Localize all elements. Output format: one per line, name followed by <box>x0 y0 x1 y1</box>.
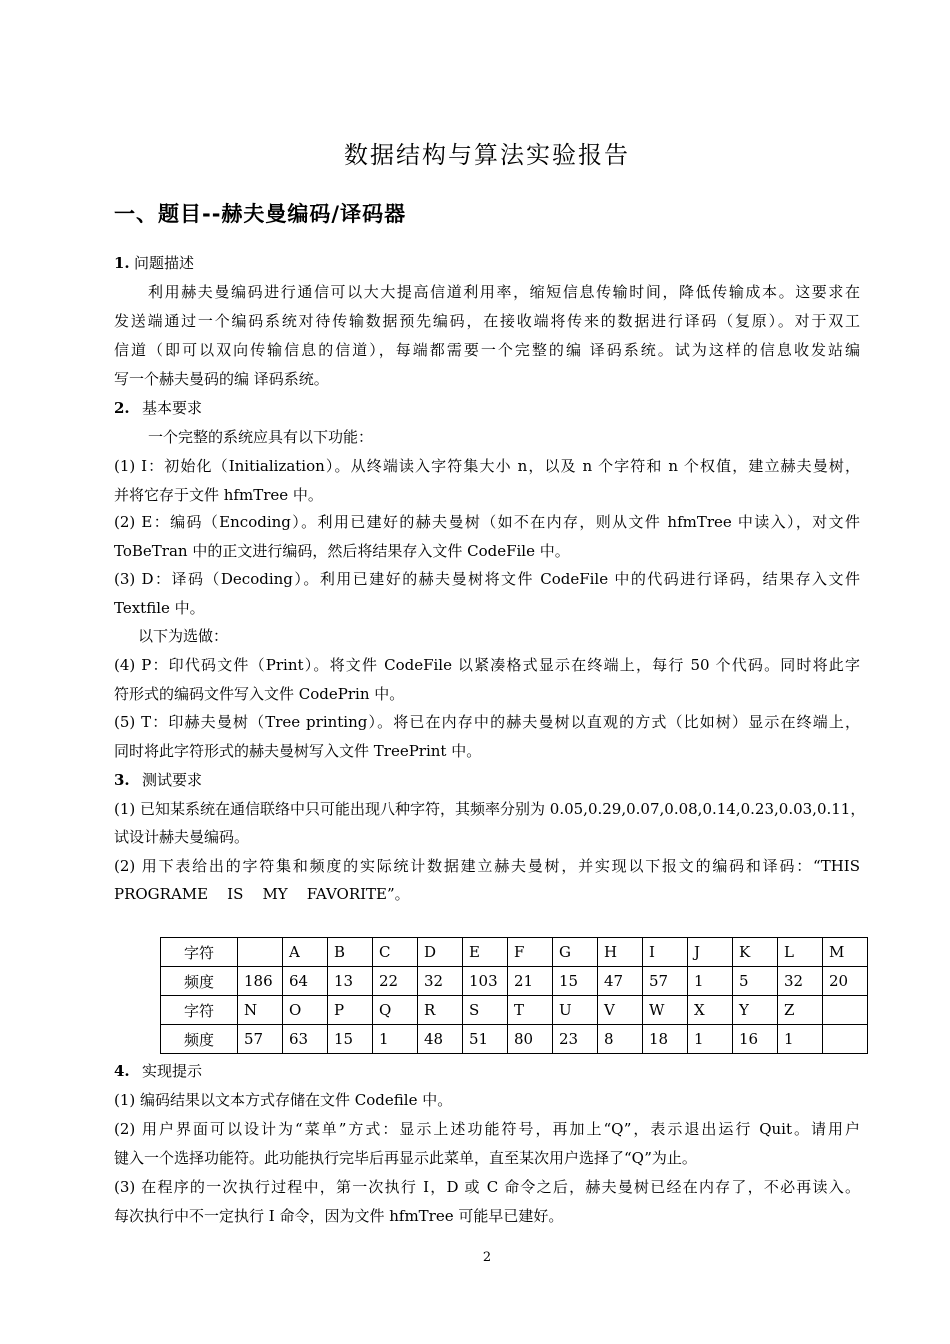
table-cell: 13 <box>328 967 373 996</box>
table-row <box>161 996 868 1025</box>
table-cell: 5 <box>733 967 778 996</box>
table-cell: K <box>733 938 778 967</box>
paragraph-line: 一个完整的系统应具有以下功能： <box>148 428 374 446</box>
table-cell: M <box>823 938 868 967</box>
subsection-number: 2. <box>114 399 130 417</box>
table-cell: U <box>553 996 598 1025</box>
list-item-line: (5) T：印赫夫曼树（Tree printing）。将已在内存中的赫夫曼树以直观的方式（比如树）显示在终端上， <box>114 713 860 731</box>
list-item-line: 符形式的编码文件写入文件 CodePrin 中。 <box>114 685 405 703</box>
table-cell: V <box>598 996 643 1025</box>
paragraph-line: 信道（即可以双向传输信息的信道），每端都需要一个完整的编 译码系统。试为这样的信息收发站编 <box>114 341 860 359</box>
paragraph-line: 以下为选做： <box>138 627 229 645</box>
table-cell: 1 <box>688 1025 733 1054</box>
subsection-heading-requirements <box>114 394 860 423</box>
table-cell: D <box>418 938 463 967</box>
table-cell: S <box>463 996 508 1025</box>
paragraph-line: 利用赫夫曼编码进行通信可以大大提高信道利用率，缩短信息传输时间，降低传输成本。这要求在 <box>148 283 860 301</box>
subsection-heading-problem <box>114 249 860 278</box>
table-cell: N <box>238 996 283 1025</box>
table-cell: 1 <box>373 1025 418 1054</box>
list-item-line: ToBeTran 中的正文进行编码，然后将结果存入文件 CodeFile 中。 <box>114 542 570 560</box>
table-row-header: 频度 <box>161 967 238 996</box>
table-row <box>161 938 868 967</box>
list-item-line: (2) 用下表给出的字符集和频度的实际统计数据建立赫夫曼树，并实现以下报文的编码和译码：“THIS <box>114 857 860 875</box>
list-item-line: 并将它存于文件 hfmTree 中。 <box>114 486 323 504</box>
table-cell: 57 <box>643 967 688 996</box>
table-cell <box>823 1025 868 1054</box>
table-cell: 1 <box>778 1025 823 1054</box>
table-cell: 20 <box>823 967 868 996</box>
subsection-label: 基本要求 <box>142 399 203 417</box>
table-cell: R <box>418 996 463 1025</box>
frequency-table <box>160 937 868 1054</box>
subsection-number: 1. <box>114 254 130 272</box>
table-cell: H <box>598 938 643 967</box>
list-item-line: (3) 在程序的一次执行过程中，第一次执行 I，D 或 C 命令之后，赫夫曼树已经在内存了，不必再读入。 <box>114 1178 860 1196</box>
section-heading: 一、题目--赫夫曼编码/译码器 <box>114 202 407 226</box>
subsection-heading-hints <box>114 1057 860 1086</box>
table-cell: X <box>688 996 733 1025</box>
list-item-line: (2) E：编码（Encoding）。利用已建好的赫夫曼树（如不在内存，则从文件 hfmTree 中读入），对文件 <box>114 513 860 531</box>
table-cell: 21 <box>508 967 553 996</box>
list-item-line: (1) 编码结果以文本方式存储在文件 Codefile 中。 <box>114 1091 453 1109</box>
table-cell: 186 <box>238 967 283 996</box>
table-row <box>161 1025 868 1054</box>
list-item-line: (1) I：初始化（Initialization）。从终端读入字符集大小 n，以及 n 个字符和 n 个权值，建立赫夫曼树， <box>114 457 860 475</box>
table-cell: 22 <box>373 967 418 996</box>
table-cell: A <box>283 938 328 967</box>
table-row <box>161 967 868 996</box>
list-item-line: (3) D：译码（Decoding）。利用已建好的赫夫曼树将文件 CodeFile 中的代码进行译码，结果存入文件 <box>114 570 860 588</box>
table-cell: 64 <box>283 967 328 996</box>
table-cell: 51 <box>463 1025 508 1054</box>
subsection-heading-tests <box>114 766 860 795</box>
table-cell: 1 <box>688 967 733 996</box>
table-row-header: 字符 <box>161 938 238 967</box>
subsection-label: 测试要求 <box>142 771 203 789</box>
table-cell: 23 <box>553 1025 598 1054</box>
subsection-number: 3. <box>114 771 130 789</box>
table-cell: 15 <box>328 1025 373 1054</box>
table-cell: W <box>643 996 688 1025</box>
paragraph-line: 写一个赫夫曼码的编 译码系统。 <box>114 370 329 388</box>
table-cell: 32 <box>778 967 823 996</box>
page-number: 2 <box>482 1250 492 1265</box>
table-cell: 47 <box>598 967 643 996</box>
table-cell: Z <box>778 996 823 1025</box>
table-cell: Q <box>373 996 418 1025</box>
table-cell: 48 <box>418 1025 463 1054</box>
table-cell <box>238 938 283 967</box>
table-cell: 32 <box>418 967 463 996</box>
table-cell: 18 <box>643 1025 688 1054</box>
table-cell <box>823 996 868 1025</box>
table-cell: T <box>508 996 553 1025</box>
table-cell: E <box>463 938 508 967</box>
table-cell: O <box>283 996 328 1025</box>
table-cell: Y <box>733 996 778 1025</box>
table-cell: L <box>778 938 823 967</box>
list-item-line: 同时将此字符形式的赫夫曼树写入文件 TreePrint 中。 <box>114 742 482 760</box>
table-cell: P <box>328 996 373 1025</box>
table-cell: 63 <box>283 1025 328 1054</box>
table-cell: J <box>688 938 733 967</box>
list-item-line: 试设计赫夫曼编码。 <box>114 828 250 846</box>
table-cell: 80 <box>508 1025 553 1054</box>
table-cell: G <box>553 938 598 967</box>
subsection-label: 问题描述 <box>134 254 195 272</box>
table-cell: 103 <box>463 967 508 996</box>
table-row-header: 频度 <box>161 1025 238 1054</box>
table-cell: 57 <box>238 1025 283 1054</box>
table-cell: 8 <box>598 1025 643 1054</box>
list-item-line: (1) 已知某系统在通信联络中只可能出现八种字符，其频率分别为 0.05,0.29,0.07,0.08,0.14,0.23,0.03,0.11， <box>114 800 866 818</box>
report-title: 数据结构与算法实验报告 <box>344 141 630 169</box>
table-cell: F <box>508 938 553 967</box>
list-item-line: Textfile 中。 <box>114 599 205 617</box>
list-item-line: 键入一个选择功能符。此功能执行完毕后再显示此菜单，直至某次用户选择了“Q”为止。 <box>114 1149 697 1167</box>
table-row-header: 字符 <box>161 996 238 1025</box>
list-item-line: PROGRAME IS MY FAVORITE”。 <box>114 885 410 903</box>
table-cell: C <box>373 938 418 967</box>
table-cell: 15 <box>553 967 598 996</box>
subsection-number: 4. <box>114 1062 130 1080</box>
table-cell: 16 <box>733 1025 778 1054</box>
list-item-line: (2) 用户界面可以设计为“菜单”方式：显示上述功能符号，再加上“Q”，表示退出运行 Quit。请用户 <box>114 1120 860 1138</box>
paragraph-line: 发送端通过一个编码系统对待传输数据预先编码，在接收端将传来的数据进行译码（复原）。对于双工 <box>114 312 860 330</box>
list-item-line: 每次执行中不一定执行 I 命令，因为文件 hfmTree 可能早已建好。 <box>114 1207 564 1225</box>
table-cell: I <box>643 938 688 967</box>
list-item-line: (4) P：印代码文件（Print）。将文件 CodeFile 以紧凑格式显示在终端上，每行 50 个代码。同时将此字 <box>114 656 860 674</box>
table-cell: B <box>328 938 373 967</box>
subsection-label: 实现提示 <box>142 1062 203 1080</box>
